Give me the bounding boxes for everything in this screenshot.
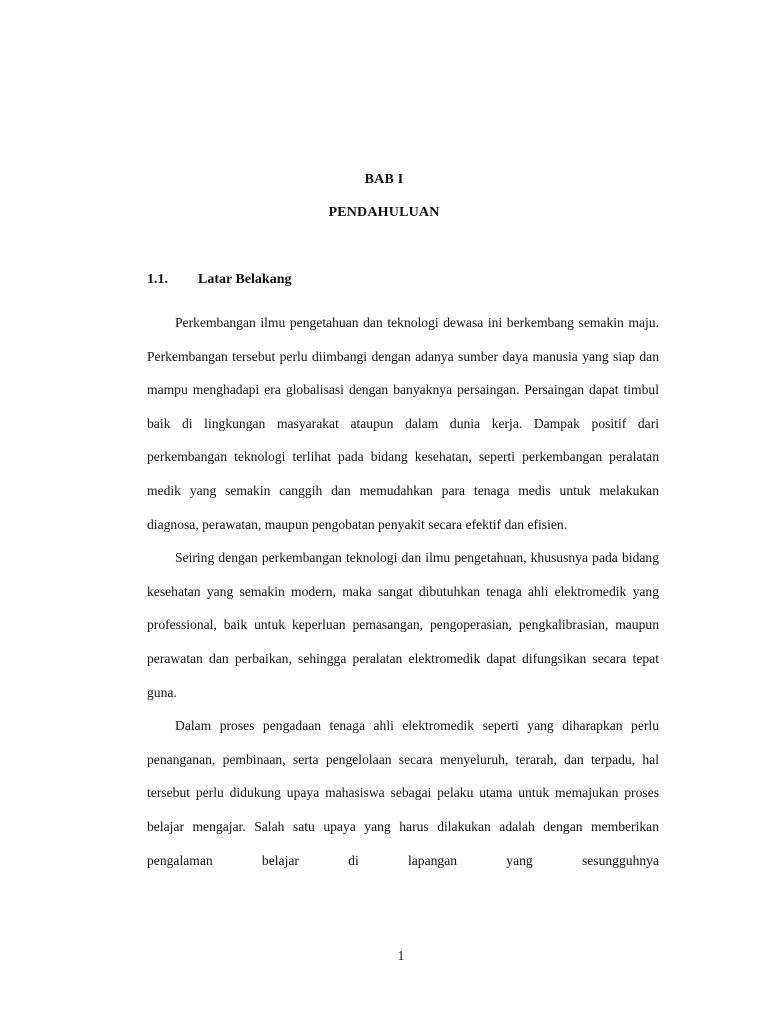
chapter-title: PENDAHULUAN [328,205,440,220]
body-text [147,306,659,877]
paragraph-3: Dalam proses pengadaan tenaga ahli elektromedik seperti yang diharapkan perlu penanganan, pembinaan, serta pengelolaan secara menyeluruh, terarah, dan terpadu, hal tersebut perlu didukung upaya mahasiswa sebagai pelaku utama untuk memajukan proses belajar mengajar. Salah satu upaya yang harus dilakukan adalah dengan memberikan pengalaman belajar di lapangan yang sesungguhnya [147,718,659,868]
paragraph-1: Perkembangan ilmu pengetahuan dan teknologi dewasa ini berkembang semakin maju. Perkembangan tersebut perlu diimbangi dengan adanya sumber daya manusia yang siap dan mampu menghadapi era globalisasi dengan banyaknya persaingan. Persaingan dapat timbul baik di lingkungan masyarakat ataupun dalam dunia kerja. Dampak positif dari perkembangan teknologi terlihat pada bidang kesehatan, seperti perkembangan peralatan medik yang semakin canggih dan memudahkan para tenaga medis untuk melakukan diagnosa, perawatan, maupun pengobatan penyakit secara efektif dan efisien. [147,315,659,532]
chapter-number: BAB I [364,172,404,187]
section-heading [147,272,291,288]
section-number: 1.1. [147,272,168,287]
paragraph-2: Seiring dengan perkembangan teknologi dan ilmu pengetahuan, khususnya pada bidang kesehatan yang semakin modern, maka sangat dibutuhkan tenaga ahli elektromedik yang professional, baik untuk keperluan pemasangan, pengoperasian, pengkalibrasian, maupun perawatan dan perbaikan, sehingga peralatan elektromedik dapat difungsikan secara tepat guna. [147,550,659,700]
section-title: Latar Belakang [198,272,292,287]
page-number: 1 [397,948,405,963]
